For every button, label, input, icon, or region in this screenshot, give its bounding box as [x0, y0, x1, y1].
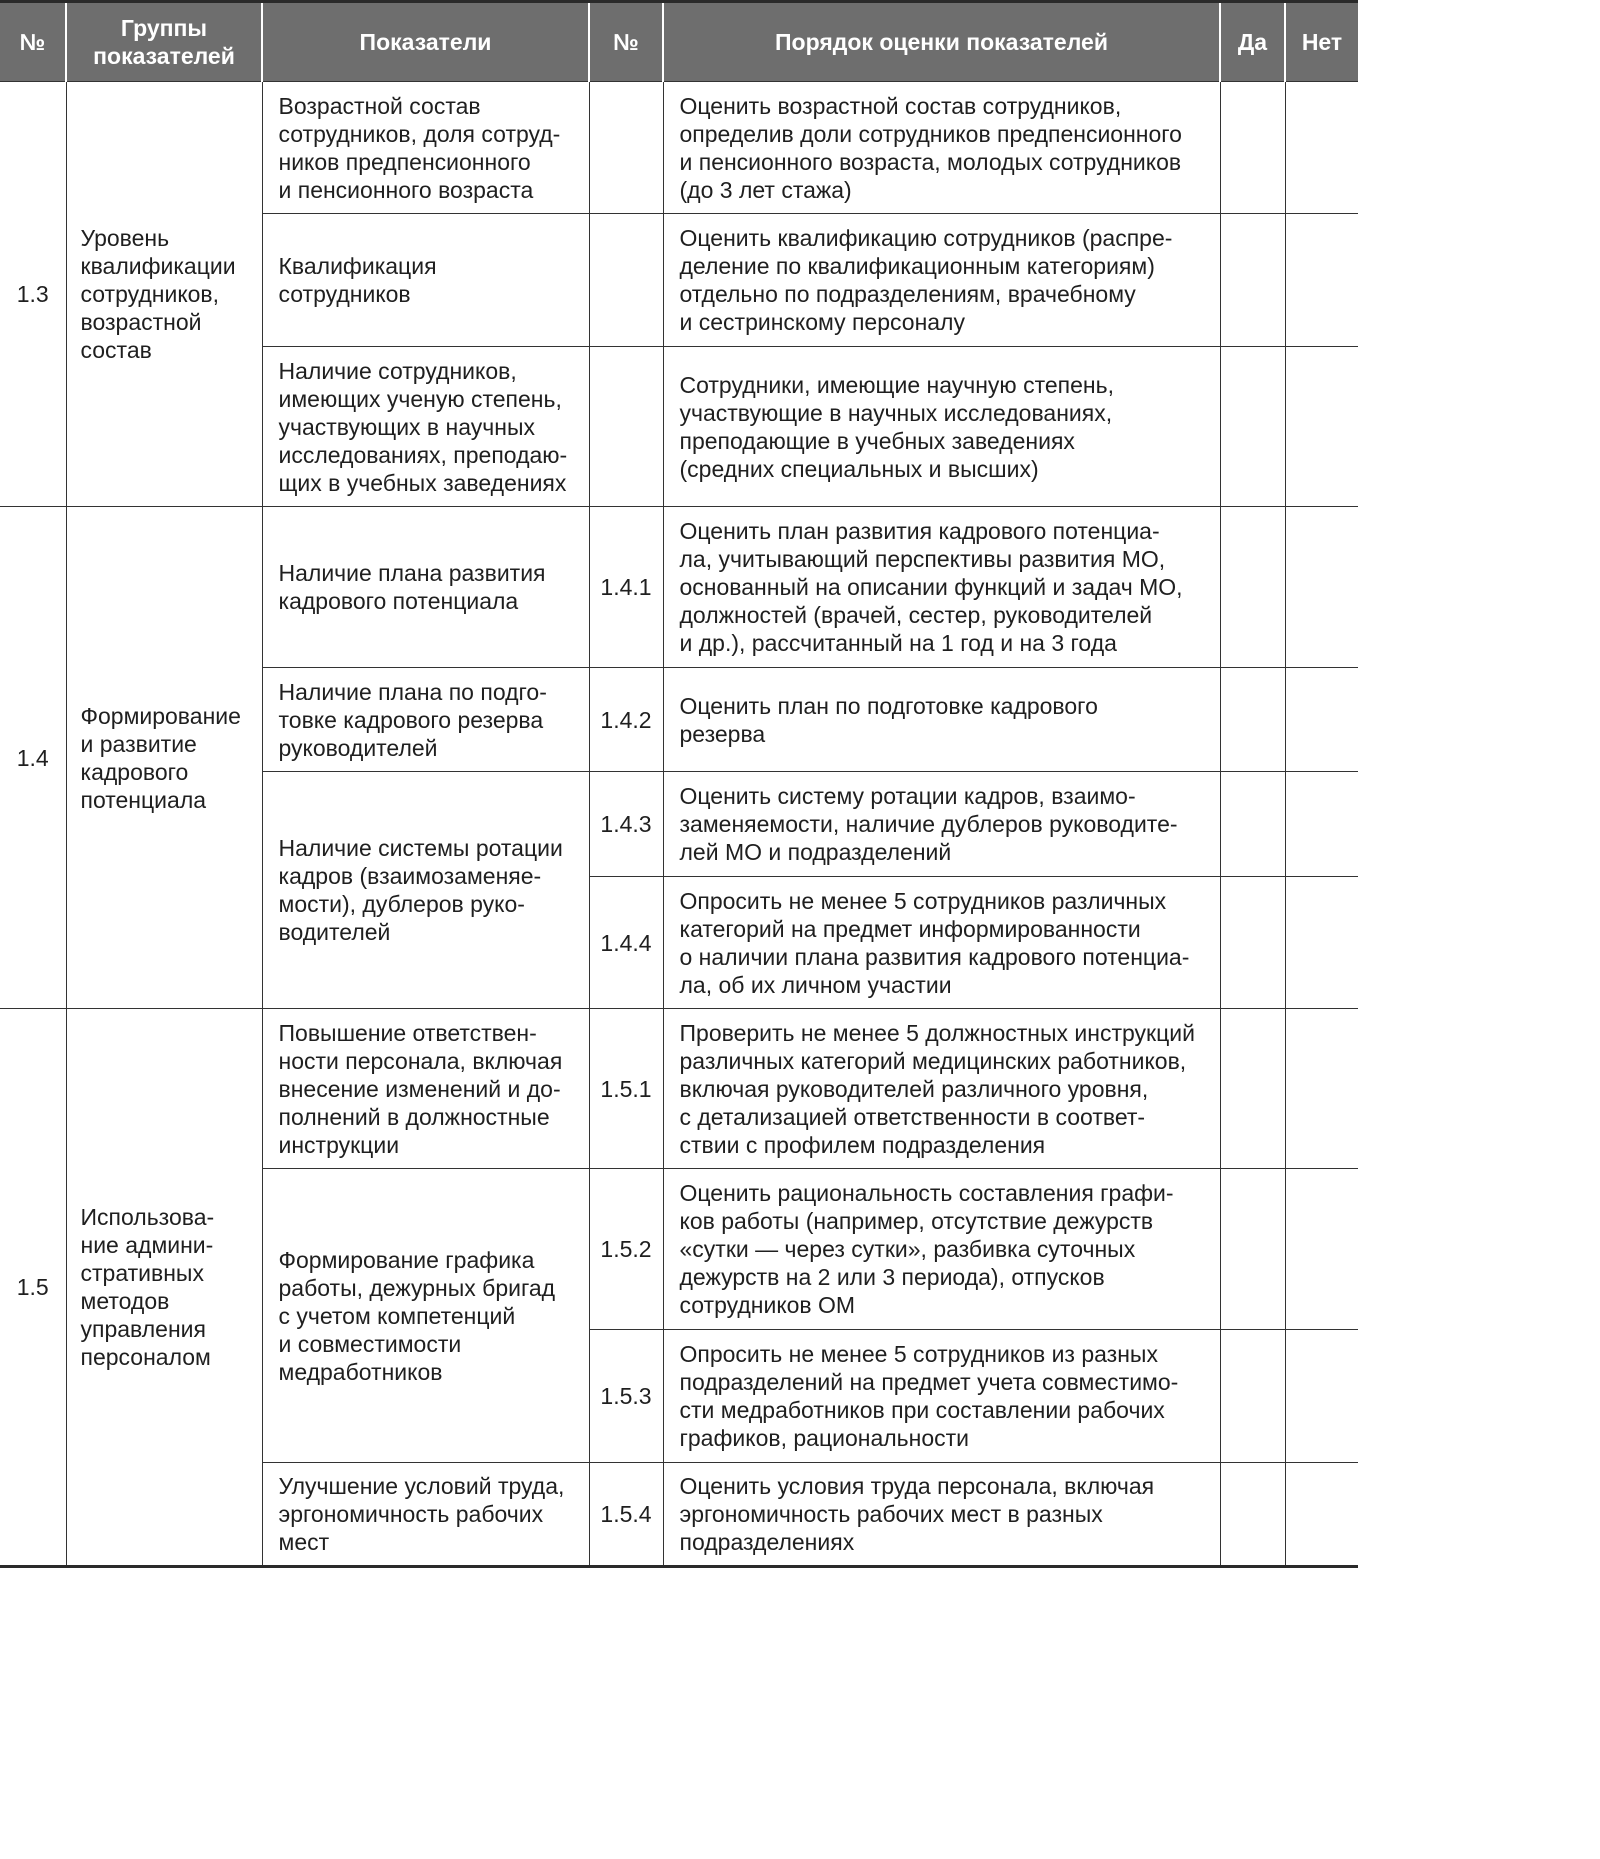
- table-row: [0, 1009, 1358, 1169]
- group-name: Формирование и развитие кадрового потенциала: [66, 507, 262, 1009]
- procedure-cell: Проверить не менее 5 должностных инструкций различных категорий медицинских работников, включая руководителей различного уровня, с детализацией ответственности в соответ- ствии с профилем подразделения: [663, 1009, 1220, 1169]
- indicator-cell: Наличие плана развития кадрового потенциала: [262, 507, 589, 668]
- header-subnum: №: [589, 2, 663, 82]
- yes-checkbox[interactable]: [1220, 772, 1285, 877]
- yes-checkbox[interactable]: [1220, 1009, 1285, 1169]
- indicator-cell: Наличие плана по подго- товке кадрового резерва руководителей: [262, 668, 589, 772]
- item-number: 1.5.4: [589, 1463, 663, 1567]
- header-procedure: Порядок оценки показателей: [663, 2, 1220, 82]
- yes-checkbox[interactable]: [1220, 668, 1285, 772]
- header-no: Нет: [1285, 2, 1358, 82]
- no-checkbox[interactable]: [1285, 1463, 1358, 1567]
- indicator-cell: Наличие системы ротации кадров (взаимозаменяе- мости), дублеров руко- водителей: [262, 772, 589, 1009]
- procedure-cell: Оценить систему ротации кадров, взаимо- заменяемости, наличие дублеров руководите- лей МО и подразделений: [663, 772, 1220, 877]
- header-row: [0, 2, 1358, 82]
- item-number: [589, 347, 663, 507]
- procedure-cell: Оценить возрастной состав сотрудников, определив доли сотрудников предпенсионного и пенсионного возраста, молодых сотрудников (до 3 лет стажа): [663, 82, 1220, 214]
- no-checkbox[interactable]: [1285, 347, 1358, 507]
- no-checkbox[interactable]: [1285, 507, 1358, 668]
- group-number: 1.5: [0, 1009, 66, 1567]
- item-number: [589, 82, 663, 214]
- table-row: [0, 507, 1358, 668]
- item-number: 1.5.2: [589, 1169, 663, 1330]
- indicator-cell: Наличие сотрудников, имеющих ученую степень, участвующих в научных исследованиях, преподаю- щих в учебных заведениях: [262, 347, 589, 507]
- group-number: 1.4: [0, 507, 66, 1009]
- yes-checkbox[interactable]: [1220, 214, 1285, 347]
- item-number: 1.4.4: [589, 877, 663, 1009]
- group-name: Уровень квалификации сотрудников, возрастной состав: [66, 82, 262, 507]
- group-number: 1.3: [0, 82, 66, 507]
- procedure-cell: Оценить условия труда персонала, включая эргономичность рабочих мест в разных подразделениях: [663, 1463, 1220, 1567]
- no-checkbox[interactable]: [1285, 772, 1358, 877]
- no-checkbox[interactable]: [1285, 82, 1358, 214]
- yes-checkbox[interactable]: [1220, 507, 1285, 668]
- yes-checkbox[interactable]: [1220, 877, 1285, 1009]
- item-number: 1.4.3: [589, 772, 663, 877]
- item-number: 1.5.3: [589, 1330, 663, 1463]
- no-checkbox[interactable]: [1285, 1169, 1358, 1330]
- procedure-cell: Оценить квалификацию сотрудников (распре- деление по квалификационным категориям) отдельно по подразделениям, врачебному и сестринскому персоналу: [663, 214, 1220, 347]
- procedure-cell: Опросить не менее 5 сотрудников из разных подразделений на предмет учета совместимо- сти медработников при составлении рабочих графиков, рациональности: [663, 1330, 1220, 1463]
- yes-checkbox[interactable]: [1220, 347, 1285, 507]
- no-checkbox[interactable]: [1285, 668, 1358, 772]
- table-row: [0, 82, 1358, 214]
- no-checkbox[interactable]: [1285, 214, 1358, 347]
- no-checkbox[interactable]: [1285, 1009, 1358, 1169]
- header-group: Группы показателей: [66, 2, 262, 82]
- indicator-cell: Повышение ответствен- ности персонала, включая внесение изменений и до- полнений в должностные инструкции: [262, 1009, 589, 1169]
- procedure-cell: Сотрудники, имеющие научную степень, участвующие в научных исследованиях, преподающие в учебных заведениях (средних специальных и высших): [663, 347, 1220, 507]
- indicator-cell: Квалификация сотрудников: [262, 214, 589, 347]
- header-indicator: Показатели: [262, 2, 589, 82]
- yes-checkbox[interactable]: [1220, 1330, 1285, 1463]
- item-number: [589, 214, 663, 347]
- no-checkbox[interactable]: [1285, 1330, 1358, 1463]
- header-yes: Да: [1220, 2, 1285, 82]
- item-number: 1.4.2: [589, 668, 663, 772]
- yes-checkbox[interactable]: [1220, 1169, 1285, 1330]
- procedure-cell: Оценить рациональность составления графи- ков работы (например, отсутствие дежурств «сутки — через сутки», разбивка суточных дежурств на 2 или 3 периода), отпусков сотрудников ОМ: [663, 1169, 1220, 1330]
- header-num: №: [0, 2, 66, 82]
- yes-checkbox[interactable]: [1220, 82, 1285, 214]
- indicator-cell: Формирование графика работы, дежурных бригад с учетом компетенций и совместимости медработников: [262, 1169, 589, 1463]
- indicator-cell: Улучшение условий труда, эргономичность рабочих мест: [262, 1463, 589, 1567]
- yes-checkbox[interactable]: [1220, 1463, 1285, 1567]
- procedure-cell: Оценить план развития кадрового потенциа- ла, учитывающий перспективы развития МО, основанный на описании функций и задач МО, должностей (врачей, сестер, руководителей и др.), рассчитанный на 1 год и на 3 года: [663, 507, 1220, 668]
- no-checkbox[interactable]: [1285, 877, 1358, 1009]
- procedure-cell: Оценить план по подготовке кадрового резерва: [663, 668, 1220, 772]
- procedure-cell: Опросить не менее 5 сотрудников различных категорий на предмет информированности о наличии плана развития кадрового потенциа- ла, об их личном участии: [663, 877, 1220, 1009]
- item-number: 1.5.1: [589, 1009, 663, 1169]
- indicator-cell: Возрастной состав сотрудников, доля сотруд- ников предпенсионного и пенсионного возраста: [262, 82, 589, 214]
- item-number: 1.4.1: [589, 507, 663, 668]
- group-name: Использова- ние админи- стративных методов управления персоналом: [66, 1009, 262, 1567]
